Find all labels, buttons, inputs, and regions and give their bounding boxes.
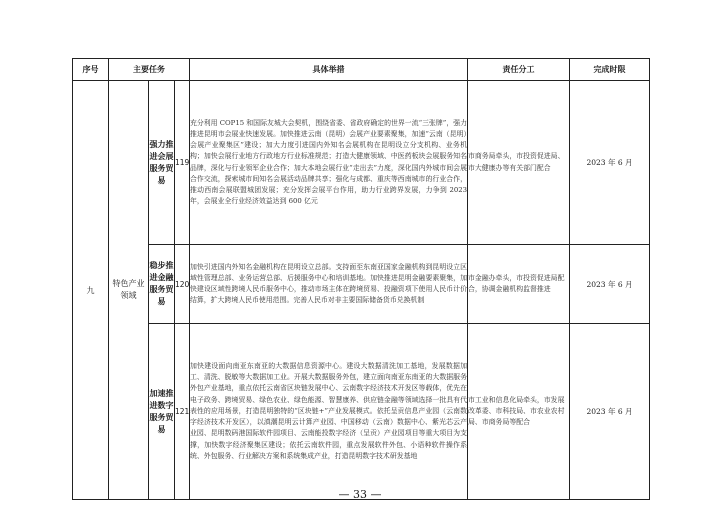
row-details: 加快引进国内外知名金融机构在昆明设立总部。支持面至东南亚国家金融机构到昆明设立区域性管理总部、业务运营总部、后援服务中心和培训基地。加快推进昆明金融要素聚集，加快建设区域性跨境人民币服务中心，推动市场主体在跨境贸易、投融资项下使用人民币计价结算，扩大跨境人民币使用范围。完善人民币对非主要国际储备货币兑换机制 bbox=[190, 245, 468, 324]
table-row bbox=[73, 324, 650, 500]
row-details: 加快建设面向南亚东南亚的大数据信息资源中心。建设大数据清洗加工基地，发展数据加工、清洗、脱敏等大数据加工业。开展大数据服务外包，建立面向南亚东南亚的大数据服务外包产业基地，重点依托云南省区块链发展中心、云南数字经济技术开发区等载体，优先在电子政务、跨境贸易、绿色农业、绿色能源、智慧康养、供应链金融等领域选择一批具有代表性的应用场景，打造昆明独特的“区块链+”产业发展模式。依托呈贡信息产业园（云南数字经济技术开发区），以滇潮昆明云计算产业园、中国移动（云南）数据中心、紫光芯云产业园、昆明数码港国际软件园项目、云南能投数字经济（呈贡）产业园项目等重大项目为支撑，加快数字经济聚集区建设；依托云南软件园，重点发展软件外包、小语种软件操作系统、外包服务、行业解决方案和系统集成产业，打造昆明数字技术研发基地 bbox=[190, 324, 468, 500]
table-row bbox=[73, 81, 650, 245]
row-subtask: 加速推进数字服务贸易 bbox=[149, 324, 175, 500]
header-details: 具体举措 bbox=[190, 59, 468, 81]
row-deadline: 2023 年 6 月 bbox=[570, 81, 650, 245]
row-number: 119 bbox=[175, 81, 190, 245]
row-responsibility: 市金融办牵头，市投资促进局配合，协调金融机构监督推进 bbox=[468, 245, 570, 324]
header-seq: 序号 bbox=[73, 59, 109, 81]
page-number: — 33 — bbox=[338, 488, 382, 501]
row-subtask: 强力推进会展服务贸易 bbox=[149, 81, 175, 245]
row-number: 120 bbox=[175, 245, 190, 324]
row-seq: 九 bbox=[73, 81, 109, 500]
table-row bbox=[73, 245, 650, 324]
table-header-row bbox=[73, 59, 650, 81]
row-category: 特色产业领域 bbox=[109, 81, 149, 500]
task-table bbox=[72, 58, 650, 500]
row-number: 121 bbox=[175, 324, 190, 500]
header-task: 主要任务 bbox=[109, 59, 190, 81]
row-deadline: 2023 年 6 月 bbox=[570, 324, 650, 500]
row-details: 充分利用 COP15 和国际友城大会契机，围绕省委、省政府确定的世界一流“三张牌”，强力推进昆明市会展业快速发展。加快推进云南（昆明）会展产业要素聚集，加速“云南（昆明）会展产业聚集区”建设；加大力度引进国内外知名会展机构在昆明设立分支机构、业务机构；加快会展行业地方行政地方行业标准规范；打造大健康领域、中医药板块会展服务知名品牌，深化与行业领军企业合作；加大本地会展行业“走出去”力度，深化国内外城市间会展合作交流，探索城市间知名会展活动品牌共享；强化与成都、重庆等西南城市的行业合作，推动西南会展联盟城团发展；充分发挥会展平台作用，助力行业跨界发展，力争到 2023 年，会展业全行业经济效益达到 600 亿元 bbox=[190, 81, 468, 245]
header-responsibility: 责任分工 bbox=[468, 59, 570, 81]
row-responsibility: 市工业和信息化局牵头，市发展改革委、市科技局、市农业农村局、市商务局等配合 bbox=[468, 324, 570, 500]
header-deadline: 完成时限 bbox=[570, 59, 650, 81]
row-deadline: 2023 年 6 月 bbox=[570, 245, 650, 324]
row-subtask: 稳步推进金融服务贸易 bbox=[149, 245, 175, 324]
row-responsibility: 市商务局牵头，市投资促进局、市大健康办等有关部门配合 bbox=[468, 81, 570, 245]
